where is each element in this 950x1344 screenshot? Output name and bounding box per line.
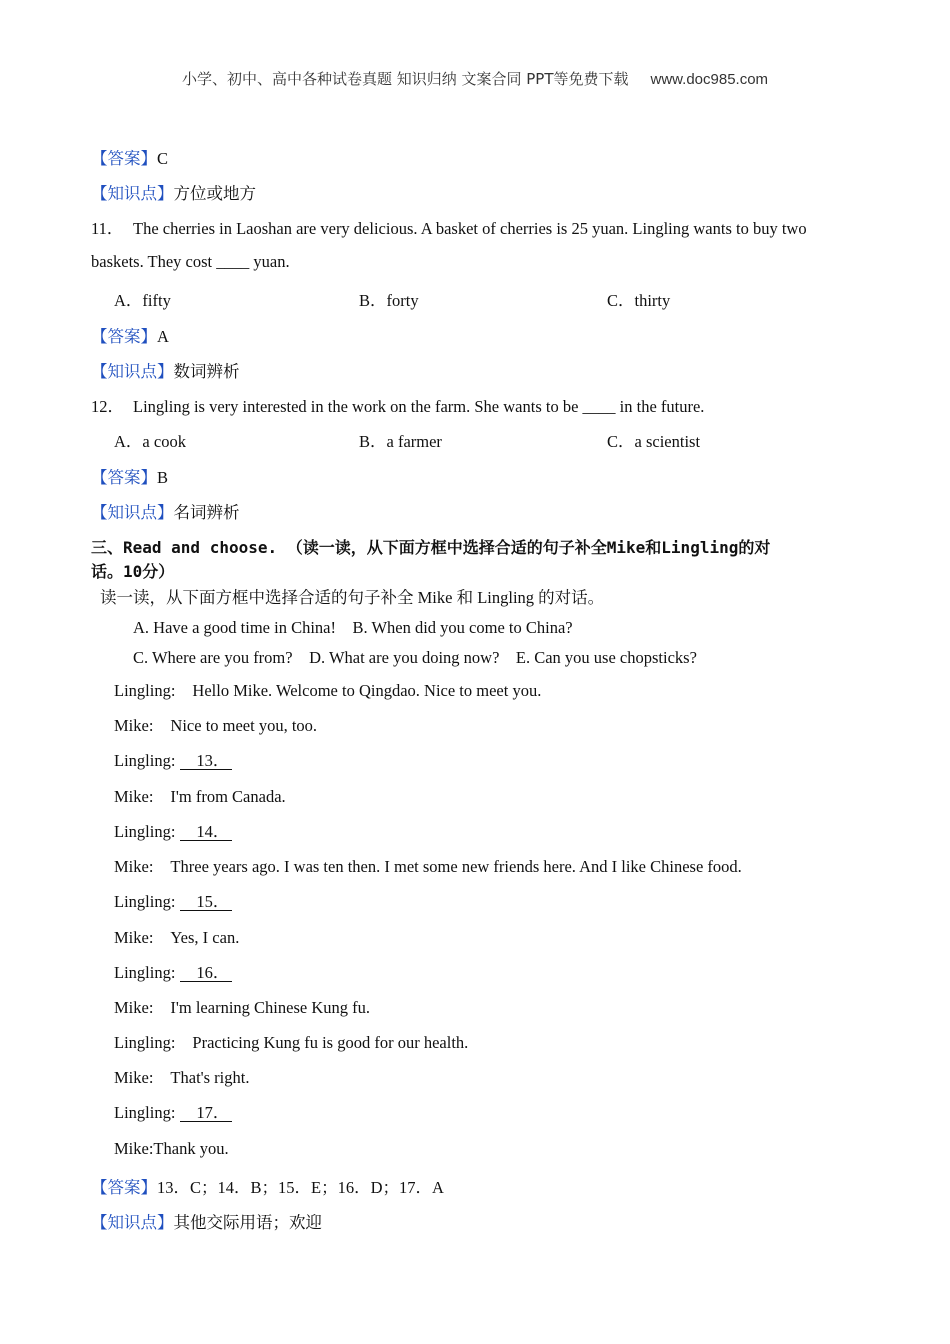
knowledge-value: 数词辨析 <box>173 362 240 381</box>
answer-label: 【答案】 <box>91 1178 157 1197</box>
speaker: Mike: <box>114 998 154 1017</box>
answer-value: 13．C；14．B；15．E；16．D；17．A <box>157 1178 444 1197</box>
utterance: That's right. <box>170 1068 250 1087</box>
answer-label: 【答案】 <box>91 149 157 168</box>
knowledge-line-10 <box>91 180 256 204</box>
knowledge-line-12 <box>91 499 240 523</box>
knowledge-label: 【知识点】 <box>91 1213 174 1232</box>
speaker: Lingling: <box>114 681 176 700</box>
question-11-line2: baskets. They cost ____ yuan. <box>91 252 290 271</box>
knowledge-value: 其他交际用语；欢迎 <box>173 1213 322 1232</box>
dialogue-line <box>114 1139 229 1159</box>
dialogue-line <box>114 751 232 771</box>
utterance: Three years ago. I was ten then. I met some new friends here. And I like Chinese food. <box>170 857 742 876</box>
speaker: Mike: <box>114 1068 154 1087</box>
dialogue-line <box>114 963 232 983</box>
speaker: Lingling: <box>114 1033 176 1052</box>
answer-line-section3 <box>91 1174 444 1198</box>
section-instruction: 读一读，从下面方框中选择合适的句子补全 Mike 和 Lingling 的对话。 <box>100 588 605 607</box>
choices-line-2: C. Where are you from? D. What are you doing now? E. Can you use chopsticks? <box>133 648 697 667</box>
speaker: Mike: <box>114 716 154 735</box>
utterance: Thank you. <box>153 1139 229 1158</box>
speaker: Lingling: <box>114 751 176 770</box>
option-b: B．a farmer <box>359 432 442 451</box>
header-url[interactable]: www.doc985.com <box>650 71 769 88</box>
dialogue-line <box>114 1103 232 1123</box>
knowledge-label: 【知识点】 <box>91 362 174 381</box>
answer-label: 【答案】 <box>91 468 157 487</box>
question-number: 12． <box>91 397 124 416</box>
knowledge-line-section3 <box>91 1209 322 1233</box>
dialogue-line <box>114 998 370 1018</box>
utterance: I'm from Canada. <box>170 787 286 806</box>
section-title: 三、Read and choose. （读一读，从下面方框中选择合适的句子补全Mike和Lingling的对 <box>91 538 771 557</box>
answer-line-11 <box>91 323 169 347</box>
option-a: A．fifty <box>114 291 171 310</box>
answer-blank-15[interactable]: 15． <box>180 893 232 911</box>
dialogue-line <box>114 681 541 701</box>
utterance: Hello Mike. Welcome to Qingdao. Nice to meet you. <box>192 681 542 700</box>
speaker: Mike: <box>114 1139 154 1158</box>
utterance: Yes, I can. <box>170 928 240 947</box>
utterance: Practicing Kung fu is good for our health. <box>192 1033 469 1052</box>
dialogue-line <box>114 822 232 842</box>
answer-line-10 <box>91 145 168 169</box>
option-c: C．a scientist <box>607 432 701 451</box>
answer-blank-14[interactable]: 14． <box>180 823 232 841</box>
dialogue-line <box>114 1033 468 1053</box>
answer-line-12 <box>91 464 168 488</box>
answer-blank-17[interactable]: 17． <box>180 1104 232 1122</box>
dialogue-line <box>114 1068 249 1088</box>
knowledge-label: 【知识点】 <box>91 184 174 203</box>
answer-label: 【答案】 <box>91 327 157 346</box>
knowledge-label: 【知识点】 <box>91 503 174 522</box>
answer-blank-13[interactable]: 13． <box>180 752 232 770</box>
speaker: Mike: <box>114 857 154 876</box>
speaker: Lingling: <box>114 1103 176 1122</box>
option-c: C．thirty <box>607 291 671 310</box>
speaker: Mike: <box>114 928 154 947</box>
answer-value: C <box>157 149 169 168</box>
dialogue-line <box>114 928 239 948</box>
answer-value: B <box>157 468 169 487</box>
header-text: 小学、初中、高中各种试卷真题 知识归纳 文案合同 PPT等免费下载 <box>181 70 629 88</box>
option-b: B．forty <box>359 291 419 310</box>
section-title-line2: 话。10分） <box>91 562 175 581</box>
dialogue-line <box>114 857 742 877</box>
question-text: The cherries in Laoshan are very delicious. A basket of cherries is 25 yuan. Lingling wants to buy two <box>133 219 807 238</box>
knowledge-value: 名词辨析 <box>173 503 240 522</box>
page-header <box>0 68 950 89</box>
speaker: Lingling: <box>114 822 176 841</box>
question-number: 11． <box>91 219 124 238</box>
utterance: I'm learning Chinese Kung fu. <box>170 998 370 1017</box>
speaker: Lingling: <box>114 892 176 911</box>
speaker: Lingling: <box>114 963 176 982</box>
knowledge-line-11 <box>91 358 240 382</box>
answer-blank-16[interactable]: 16． <box>180 964 232 982</box>
answer-value: A <box>157 327 169 346</box>
dialogue-line <box>114 892 232 912</box>
knowledge-value: 方位或地方 <box>173 184 256 203</box>
option-a: A．a cook <box>114 432 186 451</box>
utterance: Nice to meet you, too. <box>170 716 318 735</box>
question-12 <box>91 393 704 417</box>
dialogue-line <box>114 716 317 736</box>
choices-line-1: A. Have a good time in China! B. When did you come to China? <box>133 618 573 637</box>
dialogue-line <box>114 787 286 807</box>
question-text: Lingling is very interested in the work on the farm. She wants to be ____ in the future. <box>133 397 705 416</box>
speaker: Mike: <box>114 787 154 806</box>
question-11 <box>91 215 807 239</box>
